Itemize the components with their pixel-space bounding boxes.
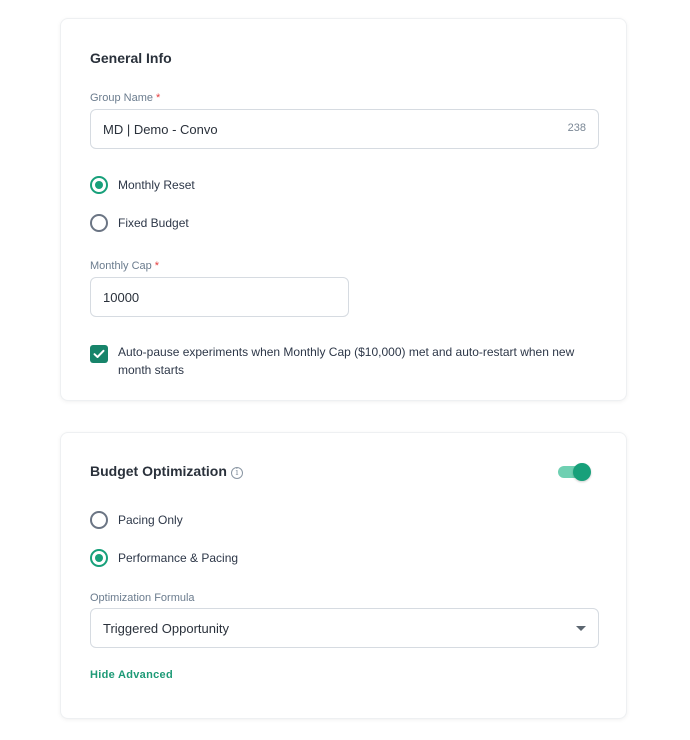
radio-fixed-budget[interactable] (90, 214, 189, 232)
toggle-knob (573, 463, 591, 481)
radio-button[interactable] (90, 511, 108, 529)
optimization-formula-label: Optimization Formula (90, 592, 195, 604)
general-info-title: General Info (90, 50, 172, 66)
budget-optimization-title (90, 463, 243, 479)
optimization-formula-select[interactable] (90, 608, 599, 648)
caret-down-icon (576, 626, 586, 631)
character-counter: 238 (567, 122, 586, 134)
group-name-label (90, 92, 160, 104)
required-mark: * (154, 260, 160, 272)
budget-optimization-toggle[interactable] (558, 461, 592, 483)
budget-optimization-card (60, 432, 627, 719)
monthly-cap-value: 10000 (103, 289, 140, 305)
budget-optimization-title-text: Budget Optimization (90, 463, 227, 479)
info-icon[interactable]: i (231, 467, 243, 479)
radio-monthly-reset[interactable] (90, 176, 195, 194)
radio-label: Monthly Reset (118, 178, 195, 192)
auto-pause-label: Auto-pause experiments when Monthly Cap ($10,000) met and auto-restart when new month starts (118, 345, 575, 377)
group-name-value: MD | Demo - Convo (103, 121, 218, 137)
group-name-input[interactable] (90, 109, 599, 149)
general-info-card (60, 18, 627, 401)
radio-button-checked[interactable] (90, 549, 108, 567)
radio-label: Pacing Only (118, 513, 183, 527)
optimization-formula-value: Triggered Opportunity (103, 620, 229, 636)
monthly-cap-input[interactable] (90, 277, 349, 317)
group-name-label-text: Group Name (90, 92, 153, 104)
monthly-cap-label (90, 260, 159, 272)
radio-performance-pacing[interactable] (90, 549, 238, 567)
hide-advanced-link[interactable]: Hide Advanced (90, 669, 173, 681)
checkmark-icon (93, 349, 105, 359)
radio-label: Fixed Budget (118, 216, 189, 230)
radio-pacing-only[interactable] (90, 511, 183, 529)
radio-button-checked[interactable] (90, 176, 108, 194)
auto-pause-option[interactable] (90, 343, 590, 379)
monthly-cap-label-text: Monthly Cap (90, 260, 152, 272)
required-mark: * (155, 92, 161, 104)
auto-pause-checkbox[interactable] (90, 345, 108, 363)
radio-label: Performance & Pacing (118, 551, 239, 565)
radio-button[interactable] (90, 214, 108, 232)
